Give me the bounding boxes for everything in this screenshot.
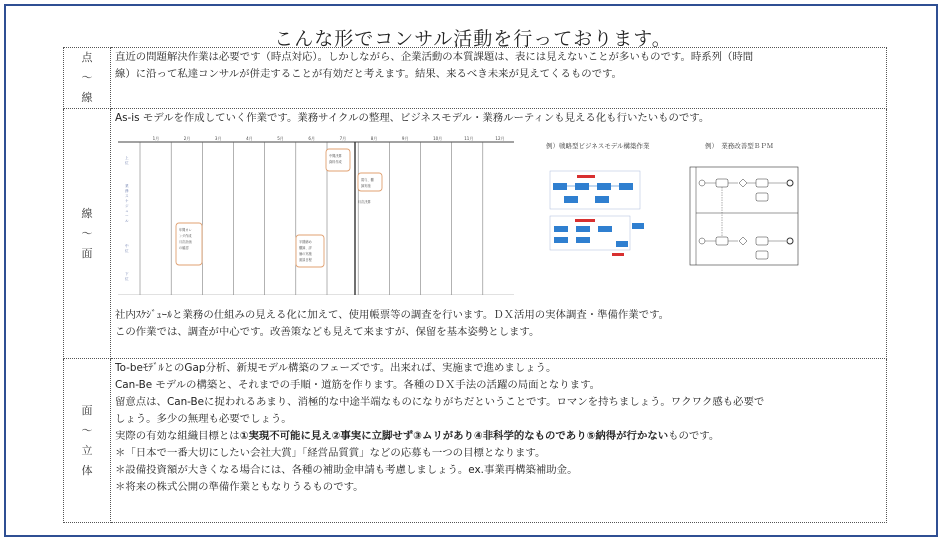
svg-text:務: 務 bbox=[125, 189, 129, 193]
page-title: こんな形でコンサル活動を行っております。 bbox=[274, 28, 672, 50]
svg-text:ンダ作成: ンダ作成 bbox=[179, 234, 192, 238]
note-line: ＊「日本で一番大切にしたい会社大賞」「経営品質賞」などの応募も一つの目標となります。 bbox=[115, 447, 546, 459]
figure-area bbox=[115, 133, 881, 303]
text-line: To-beﾓﾃﾞﾙとのGap分析、新規モデル構築のフェーズです。出来れば、実施まで進めましょう。 bbox=[115, 362, 557, 374]
text-line: As-is モデルを作成していく作業です。業務サイクルの整理、ビジネスモデル・業務ルーティンも見える化も行いたいものです。 bbox=[115, 112, 710, 124]
svg-text:中間決算: 中間決算 bbox=[329, 154, 342, 158]
svg-text:半期締め: 半期締め bbox=[299, 240, 312, 244]
goal-conditions: ①実現不可能に見え②事実に立脚せず③ムリがあり④非科学的なものであり⑤納得が行かない bbox=[239, 430, 669, 442]
text-line: この作業では、調査が中心です。改善策なども見えて来ますが、保留を基本姿勢とします。 bbox=[115, 326, 540, 338]
svg-text:ー: ー bbox=[125, 214, 129, 218]
schedule-month-label: 2月 bbox=[183, 136, 191, 141]
schedule-month-label: 1月 bbox=[152, 136, 160, 141]
svg-text:ル: ル bbox=[125, 219, 129, 223]
svg-text:面談日程: 面談日程 bbox=[299, 258, 312, 262]
row-heading-plane-to-solid: 面 ～ 立 体 bbox=[64, 359, 111, 523]
svg-text:月次計画: 月次計画 bbox=[179, 240, 192, 244]
schedule-month-label: 9月 bbox=[401, 136, 409, 141]
schedule-month-label: 11月 bbox=[464, 136, 474, 141]
table-row bbox=[64, 109, 887, 359]
svg-text:ケ: ケ bbox=[125, 199, 129, 203]
text-line: 留意点は、Can-Beに捉われるあまり、消極的な中途半端なものになりがちだということです。ロマンを持ちましょう。ワクワク感も必要で bbox=[115, 396, 765, 408]
document-frame bbox=[4, 4, 938, 537]
schedule-month-label: 7月 bbox=[339, 136, 347, 141]
business-model-diagram bbox=[550, 171, 644, 256]
text-line: 社内ｽｹｼﾞｭｰﾙと業務の仕組みの見える化に加えて、使用帳票等の調査を行います。ＤＸ活用の実体調査・準備作業です。 bbox=[115, 309, 670, 321]
text-line: 直近の問題解決作業は必要です（時点対応）。しかしながら、企業活動の本質課題は、表には見えないことが多いものです。時系列（時間 bbox=[115, 51, 754, 63]
schedule-month-label: 8月 bbox=[370, 136, 378, 141]
svg-text:ス: ス bbox=[125, 194, 129, 198]
schedule-chart-figure bbox=[118, 135, 514, 295]
svg-text:月次決算: 月次決算 bbox=[358, 200, 371, 204]
schedule-month-label: 3月 bbox=[214, 136, 222, 141]
svg-text:下: 下 bbox=[125, 272, 129, 276]
caption-business-model: 例）戦略型ビジネスモデル構築作業 bbox=[546, 142, 650, 150]
schedule-month-label: 6月 bbox=[308, 136, 315, 141]
row-heading-point-to-line: 点 ～ 線 bbox=[64, 48, 111, 109]
svg-text:ュ: ュ bbox=[125, 209, 129, 213]
model-example-figures bbox=[540, 141, 810, 271]
table-row bbox=[64, 48, 887, 109]
svg-text:位: 位 bbox=[125, 277, 129, 281]
row-content-line-to-plane bbox=[111, 109, 887, 359]
text-line: 線）に沿って私達コンサルが併走することが有効だと考えます。結果、来るべき未来が見えてくるものです。 bbox=[115, 68, 622, 80]
schedule-month-label: 10月 bbox=[433, 136, 443, 141]
caption-bpm: 例） 業務改善型ＢＰＭ bbox=[705, 142, 774, 150]
svg-text:位: 位 bbox=[125, 161, 129, 165]
row-heading-line-to-plane: 線 ～ 面 bbox=[64, 109, 111, 359]
table-row bbox=[64, 359, 887, 523]
svg-text:上: 上 bbox=[125, 156, 129, 160]
schedule-month-label: 5月 bbox=[277, 136, 284, 141]
svg-text:棚卸、評: 棚卸、評 bbox=[299, 246, 312, 250]
svg-text:の確認: の確認 bbox=[179, 246, 189, 250]
svg-text:ジ: ジ bbox=[125, 204, 129, 208]
svg-text:中: 中 bbox=[125, 244, 129, 248]
row-content-point-to-line bbox=[111, 48, 887, 109]
svg-text:卸実施: 卸実施 bbox=[361, 184, 371, 188]
note-line: ＊設備投資額が大きくなる場合には、各種の補助金申請も考慮しましょう。ex.事業再構築補助金。 bbox=[115, 464, 578, 476]
svg-text:位: 位 bbox=[125, 249, 129, 253]
svg-text:業: 業 bbox=[125, 184, 129, 188]
svg-text:価の実施: 価の実施 bbox=[299, 252, 312, 256]
text-line: しょう。多少の無理も必要でしょう。 bbox=[115, 413, 292, 425]
schedule-month-label: 12月 bbox=[495, 136, 505, 141]
schedule-month-label: 4月 bbox=[246, 136, 253, 141]
svg-text:年間カレ: 年間カレ bbox=[179, 228, 192, 232]
row-content-plane-to-solid bbox=[111, 359, 887, 523]
svg-text:資料作成: 資料作成 bbox=[329, 160, 342, 164]
svg-text:賞与、棚: 賞与、棚 bbox=[361, 178, 374, 182]
consulting-phase-table bbox=[63, 47, 887, 523]
bpm-diagram bbox=[690, 167, 798, 265]
text-line: Can-Be モデルの構築と、それまでの手順・道筋を作ります。各種のＤＸ手法の活躍の局面となります。 bbox=[115, 379, 601, 391]
organizational-goal-line: 実際の有効な組織目標とは①実現不可能に見え②事実に立脚せず③ムリがあり④非科学的なものであり⑤納得が行かないものです。 bbox=[115, 430, 720, 442]
note-line: ＊将来の株式公開の準備作業ともなりうるものです。 bbox=[115, 481, 364, 493]
